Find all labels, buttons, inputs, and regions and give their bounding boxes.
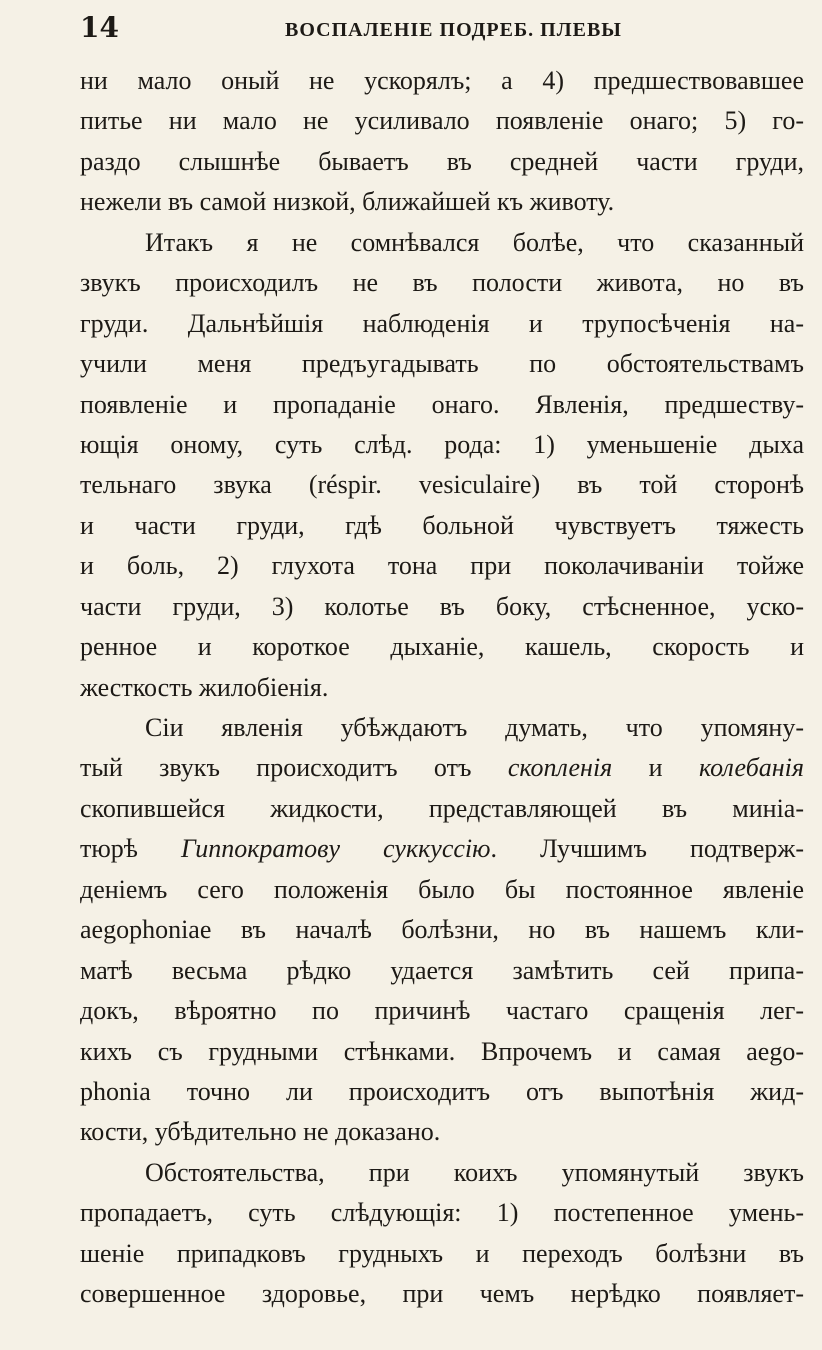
text-line: ренное и короткое дыханіе, кашель, скорость и (80, 632, 804, 662)
text-line: пропадаетъ, суть слѣдующія: 1) постепенное умень- (80, 1198, 804, 1228)
text-line: нежели въ самой низкой, ближайшей къ животу. (80, 187, 615, 217)
text-line: совершенное здоровье, при чемъ нерѣдко появляет- (80, 1279, 804, 1309)
text-line: шеніе припадковъ грудныхъ и переходъ болѣзни въ (80, 1238, 804, 1268)
text-line: жесткость жилобіенія. (80, 672, 329, 702)
text-line: деніемъ сего положенія было бы постоянное явленіе (80, 874, 804, 904)
text-line: звукъ происходилъ не въ полости живота, но въ (80, 268, 804, 298)
text-line: ни мало оный не ускорялъ; а 4) предшествовавшее (80, 66, 804, 95)
body-text (80, 61, 804, 1315)
text-line: раздо слышнѣе бываетъ въ средней части груди, (80, 146, 804, 176)
page-number: 14 (80, 11, 119, 44)
text-line: груди. Дальнѣйшія наблюденія и трупосѣченія на- (80, 308, 804, 338)
text-line: Итакъ я не сомнѣвался болѣе, что сказанный (145, 227, 804, 257)
text-line: Обстоятельства, при коихъ упомянутый звукъ (145, 1157, 804, 1187)
running-head: ВОСПАЛЕНІЕ ПОДРЕБ. ПЛЕВЫ (285, 19, 622, 41)
text-line: кости, убѣдительно не доказано. (80, 1117, 441, 1147)
text-line: части груди, 3) колотье въ боку, стѣсненное, уско- (80, 591, 804, 621)
text-line: тый звукъ происходитъ отъ скопленія и колебанія (80, 753, 804, 783)
text-line: матѣ весьма рѣдко удается замѣтить сей припа- (80, 955, 804, 985)
text-line: тюрѣ Гиппократову суккуссію. Лучшимъ подтверж- (80, 834, 804, 864)
text-line: ющія оному, суть слѣд. рода: 1) уменьшеніе дыха (80, 429, 804, 459)
text-line: тельнаго звука (réspir. vesiculaire) въ той сторонѣ (80, 470, 804, 500)
text-line: учили меня предъугадывать по обстоятельствамъ (80, 349, 804, 379)
text-line: aegophoniae въ началѣ болѣзни, но въ нашемъ кли- (80, 915, 804, 945)
text-line: кихъ съ грудными стѣнками. Впрочемъ и самая aego- (80, 1036, 804, 1066)
text-line: и боль, 2) глухота тона при поколачиваніи тойже (80, 551, 804, 581)
text-line: phonia точно ли происходитъ отъ выпотѣнія жид- (80, 1076, 804, 1106)
text-line: появленіе и пропаданіе онаго. Явленія, предшеству- (80, 389, 804, 419)
text-line: Сіи явленія убѣждаютъ думать, что упомяну- (145, 713, 804, 742)
text-line: и части груди, гдѣ больной чувствуетъ тяжесть (80, 510, 804, 540)
text-line: скопившейся жидкости, представляющей въ миніа- (80, 793, 804, 823)
text-line: докъ, вѣроятно по причинѣ частаго сращенія лег- (80, 996, 804, 1026)
text-line: питье ни мало не усиливало появленіе онаго; 5) го- (80, 106, 804, 136)
page-header (80, 10, 800, 50)
